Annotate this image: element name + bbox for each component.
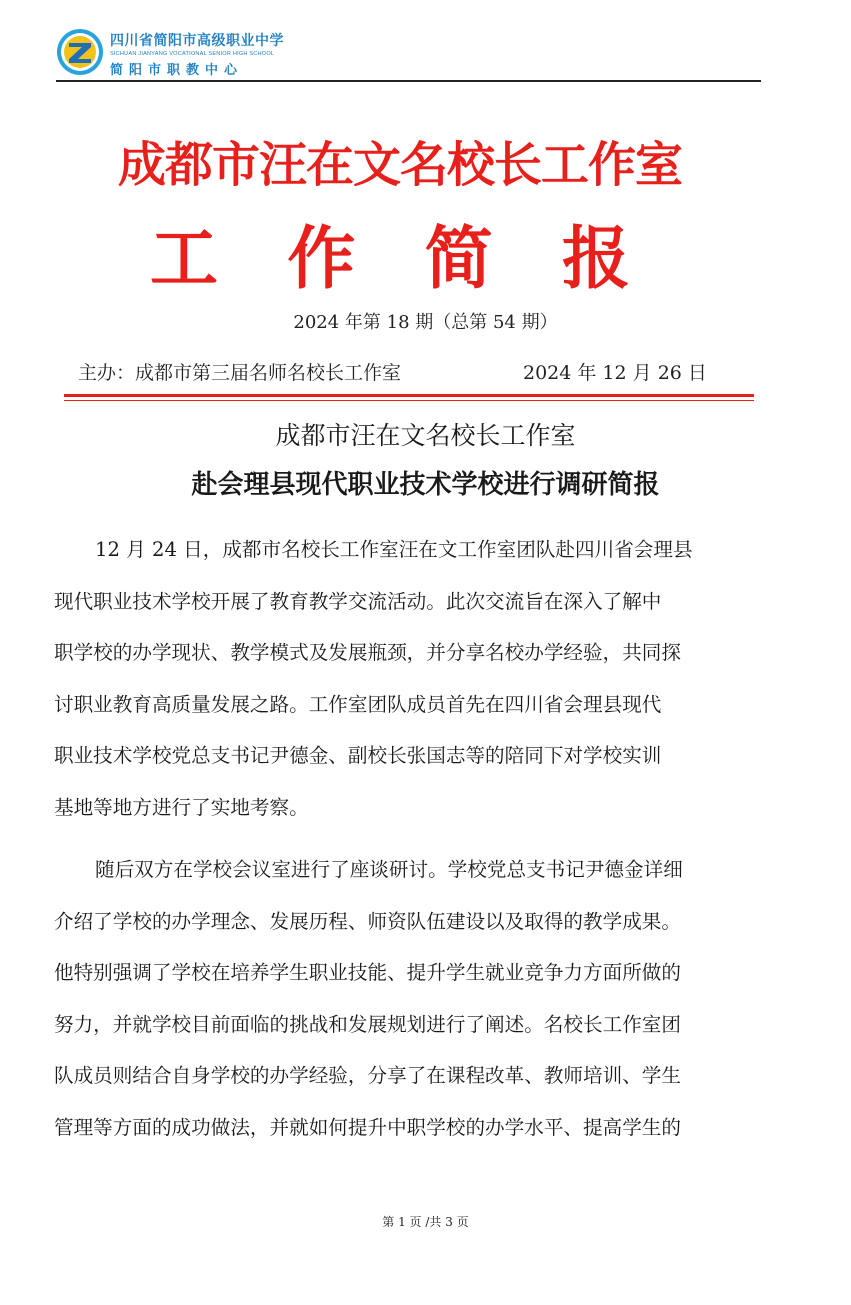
paragraph-1: [54, 524, 761, 833]
text-line: 现代职业技术学校开展了教育教学交流活动。此次交流旨在深入了解中: [54, 589, 662, 613]
studio-title: 成都市汪在文名校长工作室: [118, 137, 683, 193]
text-line: 队成员则结合自身学校的办学经验，分享了在课程改革、教师培训、学生: [54, 1064, 681, 1087]
text-line: 努力，并就学校目前面临的挑战和发展规划进行了阐述。名校长工作室团: [54, 1012, 681, 1036]
header-divider: [56, 80, 761, 82]
text-line: 基地等地方进行了实地考察。: [54, 795, 309, 819]
issue-date: 2024 年 12 月 26 日: [523, 362, 707, 384]
text-line: 管理等方面的成功做法，并就如何提升中职学校的办学水平、提高学生的: [54, 1115, 681, 1139]
article-title-line2: 赴会理县现代职业技术学校进行调研简报: [191, 470, 660, 500]
bulletin-char: 作: [287, 220, 356, 299]
bulletin-title: [150, 205, 630, 302]
school-name-english: SICHUAN JIANYANG VOCATIONAL SENIOR HIGH SCHOOL: [110, 51, 275, 57]
text-line: 职业技术学校党总支书记尹德金、副校长张国志等的陪同下对学校实训: [54, 744, 662, 767]
article-title-line1: 成都市汪在文名校长工作室: [275, 421, 576, 450]
issue-number: 2024 年第 18 期（总第 54 期）: [293, 312, 558, 333]
text-line: 职学校的办学现状、教学模式及发展瓶颈，并分享名校办学经验，共同探: [54, 641, 681, 664]
bulletin-char: 简: [424, 220, 493, 299]
text-line: 他特别强调了学校在培养学生职业技能、提升学生就业竞争力方面所做的: [54, 961, 681, 984]
school-name: 四川省简阳市高级职业中学: [110, 33, 284, 49]
bulletin-char: 报: [561, 220, 630, 299]
school-center-name: 简阳市职教中心: [110, 63, 244, 78]
page-footer: 第 1 页 /共 3 页: [382, 1215, 469, 1229]
school-emblem-icon: [56, 28, 104, 76]
text-line: 12 月 24 日，成都市名校长工作室汪在文工作室团队赴四川省会理县: [95, 538, 693, 561]
paragraph-2: [54, 844, 761, 1153]
text-line: 介绍了学校的办学理念、发展历程、师资队伍建设以及取得的教学成果。: [54, 909, 681, 933]
host-organizer: 主办：成都市第三届名师名校长工作室: [78, 362, 402, 384]
red-divider-thin: [64, 400, 754, 401]
bulletin-char: 工: [150, 220, 219, 299]
text-line: 讨职业教育高质量发展之路。工作室团队成员首先在四川省会理县现代: [54, 692, 662, 716]
red-divider-thick: [64, 394, 754, 397]
text-line: 随后双方在学校会议室进行了座谈研讨。学校党总支书记尹德金详细: [95, 858, 683, 881]
